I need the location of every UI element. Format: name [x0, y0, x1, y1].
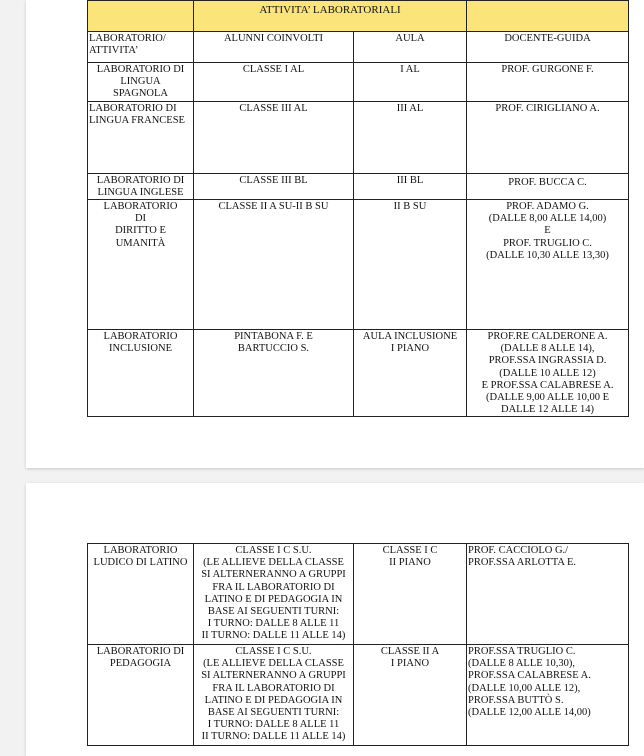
table-row: [88, 544, 629, 645]
aula-cell: III AL: [354, 101, 467, 173]
lab-cell: LABORATORIO DI DIRITTO E UMANITÀ: [88, 200, 194, 330]
laboratory-activities-table-continued: [87, 543, 629, 746]
table-row: [88, 200, 629, 330]
lab-cell: LABORATORIO INCLUSIONE: [88, 330, 194, 417]
table-row: [88, 101, 629, 173]
alunni-cell: CLASSE I C S.U. (LE ALLIEVE DELLA CLASSE SI ALTERNERANNO A GRUPPI FRA IL LABORATORIO DI LATINO E DI PEDAGOGIA IN BASE AI SEGUENTI TURNI: I TURNO: DALLE 8 ALLE 11 II TURNO: DALLE 11 ALLE 14): [194, 645, 354, 746]
lab-cell: LABORATORIO DI LINGUA FRANCESE: [88, 101, 194, 173]
aula-cell: AULA INCLUSIONE I PIANO: [354, 330, 467, 417]
alunni-cell: CLASSE I AL: [194, 63, 354, 102]
header-alunni: ALUNNI COINVOLTI: [194, 32, 354, 63]
table-row: [88, 645, 629, 746]
docente-cell: PROF. BUCCA C.: [467, 173, 629, 199]
alunni-cell: CLASSE III BL: [194, 173, 354, 199]
table-header-row: [88, 32, 629, 63]
table-title: ATTIVITA’ LABORATORIALI: [194, 1, 467, 32]
aula-cell: CLASSE I C II PIANO: [354, 544, 467, 645]
title-spacer-cell: [467, 1, 629, 32]
aula-cell: CLASSE II A I PIANO: [354, 645, 467, 746]
document-page-2: [26, 483, 644, 756]
docente-cell: PROF. CACCIOLO G./ PROF.SSA ARLOTTA E.: [467, 544, 629, 645]
laboratory-activities-table: [87, 0, 629, 417]
docente-cell: PROF.RE CALDERONE A. (DALLE 8 ALLE 14), PROF.SSA INGRASSIA D. (DALLE 10 ALLE 12) E PROF.SSA CALABRESE A. (DALLE 9,00 ALLE 10,00 E DALLE 12 ALLE 14): [467, 330, 629, 417]
header-laboratorio: LABORATORIO/ ATTIVITA’: [88, 32, 194, 63]
docente-cell: PROF.SSA TRUGLIO C. (DALLE 8 ALLE 10,30), PROF.SSA CALABRESE A. (DALLE 10,00 ALLE 12), PROF.SSA BUTTÒ S. (DALLE 12,00 ALLE 14,00): [467, 645, 629, 746]
document-page-1: [26, 0, 644, 468]
header-docente: DOCENTE-GUIDA: [467, 32, 629, 63]
alunni-cell: CLASSE III AL: [194, 101, 354, 173]
alunni-cell: PINTABONA F. E BARTUCCIO S.: [194, 330, 354, 417]
lab-cell: LABORATORIO DI PEDAGOGIA: [88, 645, 194, 746]
table-row: [88, 63, 629, 102]
aula-cell: III BL: [354, 173, 467, 199]
lab-cell: LABORATORIO LUDICO DI LATINO: [88, 544, 194, 645]
docente-cell: PROF. CIRIGLIANO A.: [467, 101, 629, 173]
lab-cell: LABORATORIO DI LINGUA SPAGNOLA: [88, 63, 194, 102]
aula-cell: II B SU: [354, 200, 467, 330]
docente-cell: PROF. GURGONE F.: [467, 63, 629, 102]
aula-cell: I AL: [354, 63, 467, 102]
alunni-cell: CLASSE II A SU-II B SU: [194, 200, 354, 330]
table-row: [88, 330, 629, 417]
table-title-row: [88, 1, 629, 32]
title-spacer-cell: [88, 1, 194, 32]
table-row: [88, 173, 629, 199]
lab-cell: LABORATORIO DI LINGUA INGLESE: [88, 173, 194, 199]
docente-cell: PROF. ADAMO G. (DALLE 8,00 ALLE 14,00) E PROF. TRUGLIO C. (DALLE 10,30 ALLE 13,30): [467, 200, 629, 330]
header-aula: AULA: [354, 32, 467, 63]
alunni-cell: CLASSE I C S.U. (LE ALLIEVE DELLA CLASSE SI ALTERNERANNO A GRUPPI FRA IL LABORATORIO DI LATINO E DI PEDAGOGIA IN BASE AI SEGUENTI TURNI: I TURNO: DALLE 8 ALLE 11 II TURNO: DALLE 11 ALLE 14): [194, 544, 354, 645]
